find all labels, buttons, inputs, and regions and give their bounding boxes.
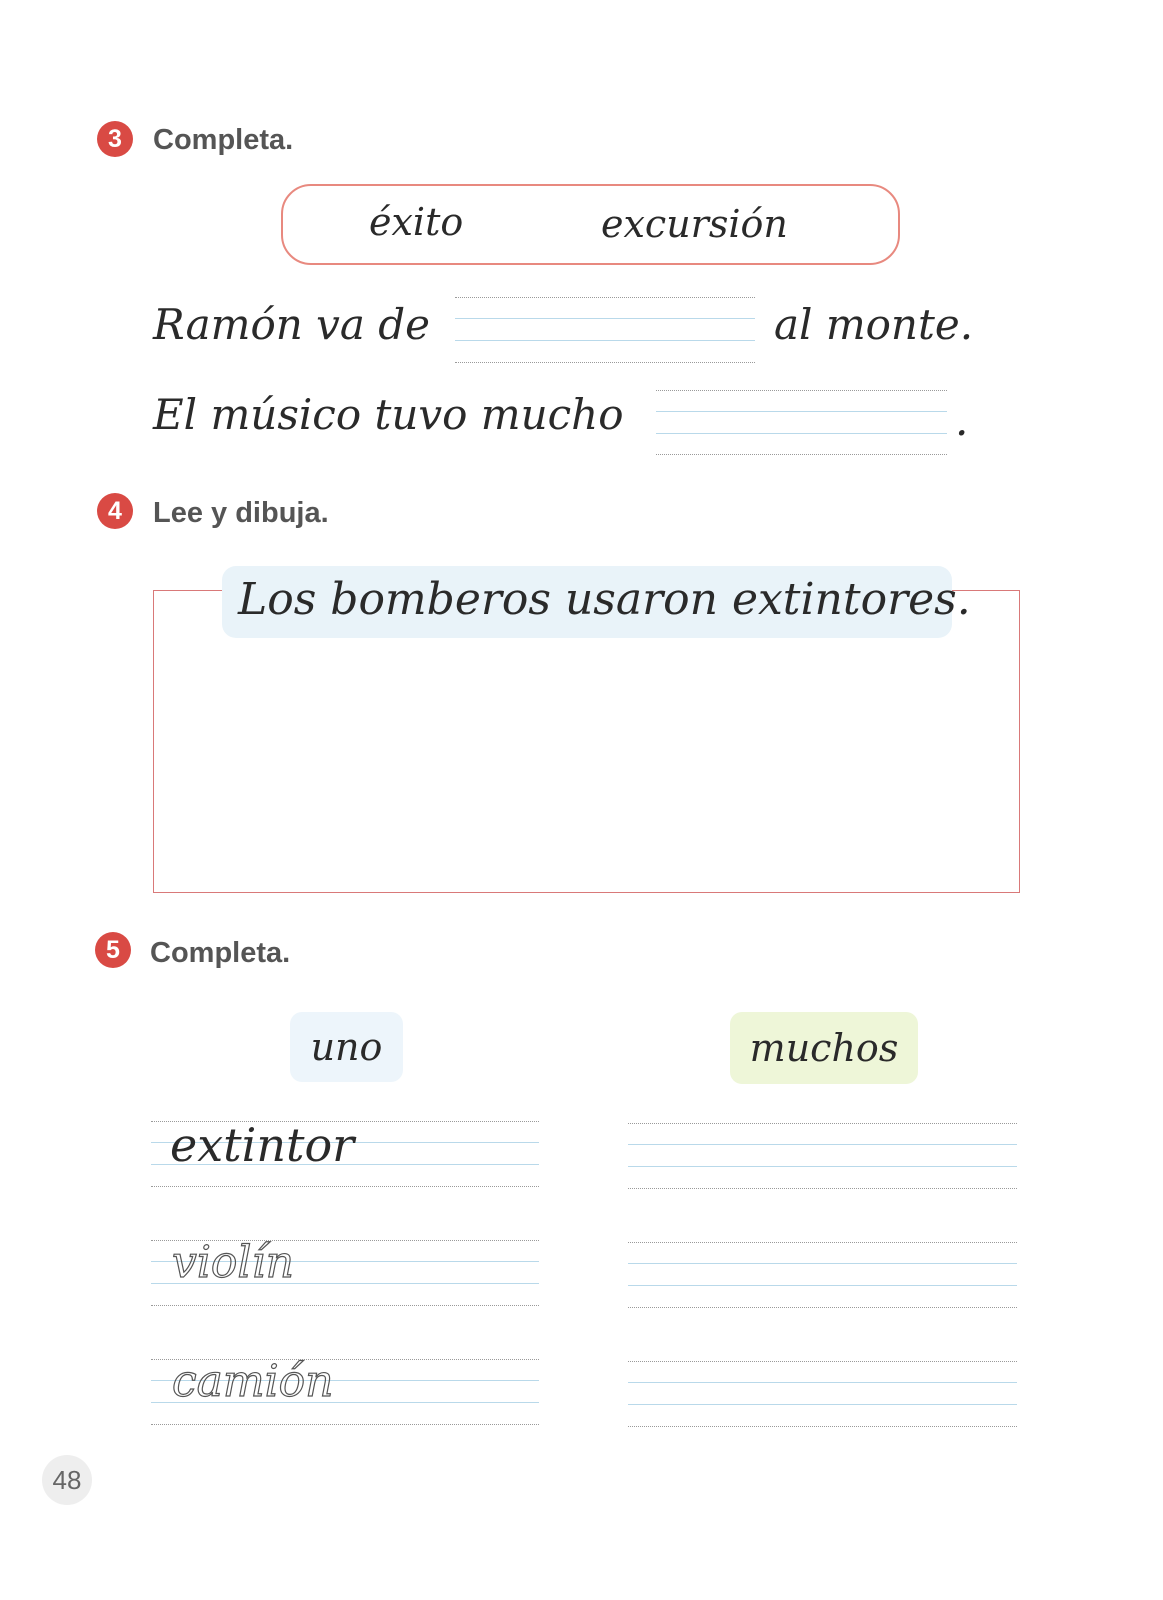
- column-label-muchos: [730, 1012, 918, 1084]
- word-bank-word: éxito: [369, 200, 464, 244]
- sentence-1-end: al monte.: [774, 300, 974, 349]
- page-number: 48: [42, 1455, 92, 1505]
- answer-lines-2[interactable]: [656, 390, 947, 455]
- sentence-2-start: El músico tuvo mucho: [153, 390, 624, 439]
- sentence-1-start: Ramón va de: [153, 300, 430, 349]
- word-bank-word: excursión: [601, 202, 788, 246]
- read-sentence-box: [222, 566, 971, 638]
- exercise-3-heading: Completa.: [153, 124, 294, 156]
- word-bank-box: [281, 184, 900, 265]
- sentence-2-end: .: [955, 396, 969, 445]
- column-label-muchos-text: muchos: [749, 1026, 899, 1070]
- column-label-uno: [290, 1012, 403, 1082]
- column-label-uno-text: uno: [310, 1025, 383, 1069]
- singular-word-violin: violín: [172, 1237, 294, 1288]
- read-sentence: Los bomberos usaron extintores.: [238, 574, 971, 625]
- exercise-4-heading: Lee y dibuja.: [153, 497, 329, 529]
- exercise-3-number-badge: 3: [97, 121, 133, 157]
- plural-answer-lines-1[interactable]: [628, 1123, 1017, 1189]
- answer-lines-1[interactable]: [455, 297, 755, 363]
- singular-word-camion: camión: [172, 1356, 334, 1407]
- plural-answer-lines-2[interactable]: [628, 1242, 1017, 1308]
- exercise-5-heading: Completa.: [150, 937, 291, 969]
- exercise-5-number-badge: 5: [95, 932, 131, 968]
- exercise-4-number-badge: 4: [97, 493, 133, 529]
- plural-answer-lines-3[interactable]: [628, 1361, 1017, 1427]
- singular-word-extintor: extintor: [170, 1118, 355, 1172]
